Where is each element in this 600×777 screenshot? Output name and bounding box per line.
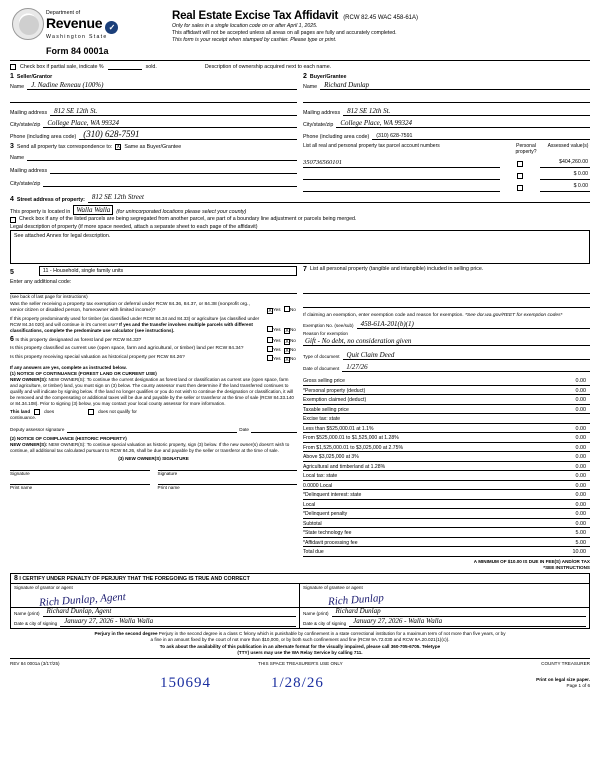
calc-row-value: 0.00 (575, 397, 586, 404)
see-instructions-note: *SEE INSTRUCTIONS (543, 564, 590, 570)
ownership-description-note: Description of ownership acquired next to each name. (204, 63, 332, 70)
buyer-heading: Buyer/Grantee (309, 74, 347, 80)
grantee-signature-text: Rich Dunlap (327, 591, 385, 608)
section-8-number: 8 (14, 574, 18, 582)
calc-row (303, 414, 590, 424)
calc-row (303, 386, 590, 396)
seller-name-label: Name (10, 84, 25, 90)
calc-row-label: Agricultural and timberland at 1.28% (303, 463, 386, 470)
deputy-assessor-label: Deputy assessor signature (10, 426, 65, 432)
grantee-name-label: Name (print) (303, 610, 329, 616)
section-3-number: 3 (10, 143, 14, 150)
tax-correspondence-label: Send all property tax correspondence to: (16, 143, 113, 150)
grantee-datecity-label: Date & city of signing (303, 620, 347, 626)
document-date-input[interactable]: 1/27/26 (342, 364, 590, 372)
grantor-datecity-label: Date & city of signing (14, 620, 58, 626)
exemption-reason-input[interactable]: Gift - No debt, no consideration given (303, 337, 590, 346)
seller-mailing-input[interactable]: 812 SE 12th St. (50, 108, 297, 116)
calc-row-value (586, 422, 590, 423)
new-owner-printname-label: Print name (10, 484, 33, 490)
washington-state-seal-icon (12, 8, 44, 40)
buyer-name-line2[interactable] (303, 94, 590, 103)
personal-property-and-calc-section (303, 266, 590, 571)
calc-row (303, 471, 590, 481)
grantor-datecity-input[interactable]: January 27, 2026 - Walla Walla (60, 619, 296, 627)
deputy-date-input[interactable] (251, 425, 297, 433)
personal-property-line2[interactable] (303, 299, 590, 308)
calc-row-value: 0.00 (575, 444, 586, 451)
form-header (10, 6, 590, 58)
grantor-signature-label: Signature of grantor or agent (14, 584, 73, 590)
header-note-1: Only for sales in a single location code on or after April 1, 2025. (172, 23, 318, 29)
compliance-title: (2) NOTICE OF COMPLIANCE (HISTORIC PROPERTY) (10, 435, 127, 441)
correspondence-mailing-input[interactable] (50, 166, 297, 174)
calc-row-value: 0.00 (575, 482, 586, 489)
calc-row-value: 5.00 (575, 530, 586, 537)
land-not-qualifies-checkbox[interactable] (88, 409, 94, 415)
assessed-value-cell: $404,260.00 (540, 159, 590, 168)
segregation-checkbox[interactable] (10, 217, 16, 223)
calc-row-label: *Personal property (deduct) (303, 387, 366, 394)
calc-row (303, 462, 590, 472)
table-row (303, 171, 590, 180)
perjury-line-2: a fine in an amount fixed by the court of not more than $10,000, or by both such confinement and fine (RCW 9A.72.030 and RCW 9A.20.021(1)(c)). (150, 636, 450, 642)
calc-row-label: From $525,000.01 to $1,525,000 at 1.28% (303, 435, 399, 442)
personal-property-checkbox[interactable] (500, 173, 540, 180)
parcel-table-section (303, 143, 590, 192)
tax-calculation-rows (303, 376, 590, 557)
partial-sale-sold-label: sold. (145, 63, 157, 70)
form-footer (10, 661, 590, 667)
parcel-number-input[interactable]: 350736560101 (303, 159, 500, 168)
classified-no-label: No (289, 327, 296, 333)
assessed-value-cell: $ 0.00 (540, 171, 590, 180)
new-owner-signature2-label: Signature (157, 470, 178, 476)
located-in-label: This property is located in (10, 208, 71, 215)
calc-row-value: 0.00 (575, 406, 586, 413)
grantee-datecity-input[interactable]: January 27, 2026 - Walla Walla (349, 619, 586, 627)
form-number: Form 84 0001a (46, 46, 109, 56)
calc-row (303, 509, 590, 519)
section-1-number: 1 (10, 73, 14, 80)
buyer-section (303, 73, 590, 140)
exemption-instruction: If claiming an exemption, enter exemption code and reason for exemption. *See dor.wa.gov/REET for exemption codes* (303, 312, 563, 318)
calc-row-value: 0.00 (575, 473, 586, 480)
revenue-logo-icon: ✓ (105, 21, 118, 34)
parcel-table-header-left: List all real and personal property tax parcel account numbers (303, 143, 440, 149)
title-rcw-ref: (RCW 82.45 WAC 458-61A) (343, 15, 418, 21)
calc-row-label: Above $3,025,000 at 3% (303, 454, 359, 461)
section-7-number: 7 (303, 265, 307, 273)
calc-row (303, 405, 590, 415)
additional-code-label: Enter any additional code: (10, 278, 72, 285)
classified-use-note: If this property predominantly used for timber (as classified under RCW 84.34 and 84.33) or agriculture (as classified under RCW 84.34 020) and will continue in it's current use? If yes and the transfer involves multiple parcels with different classifications, complete the predominate use calculator (see instructions). (10, 316, 260, 334)
seller-mailing-label: Mailing address (10, 110, 48, 116)
continuance-text: NEW OWNER(S): NEW OWNER(S): To continue the current designation as forest land or classification as current use (open space, farm and agriculture, or timber) land, you must sign on (3) below. The county assessor must then determine if the land transferred continues to qualify and will indicate by signing below. If the land no longer qualifies or you do not wish to continue the designation or classification, it will be removed and the compensating or additional taxes will be due and payable by the seller or transferor at the time of sale (RCW 84.33.140 or 84.34.108). Prior to signing (3) below, you may contact your local county assessor for more information. (10, 376, 294, 406)
correspondence-name-input[interactable] (27, 153, 297, 161)
located-in-note: (for unincorporated locations please select your county) (116, 208, 247, 215)
current-use-question: Is this property classified as current use (open space, farm and agricultural, or timber) land per RCW 84.34? (10, 345, 244, 351)
certification-section (10, 573, 590, 629)
does-label: does (44, 408, 55, 414)
calc-row-label: From $1,525,000.01 to $3,025,000 at 2.75% (303, 444, 403, 451)
seller-section (10, 73, 297, 140)
buyer-mailing-label: Mailing address (303, 110, 341, 116)
exemption-reason-label: Reason for exemption (303, 331, 348, 337)
buyer-phone-label: Phone (including area code) (303, 134, 370, 140)
calc-row (303, 376, 590, 386)
perjury-notice: Perjury in the second degree Perjury in the second degree is a class C felony which is punishable by confinement in a state correctional institution for a maximum term of not more than five years, or by a fine in an amount fixed by the court of not more than $10,000, or by both such confinement and fine (RCW 9A.72.030 and RCW 9A.20.021(1)(c)). To ask about the availability of this publication in an alternate format for the visually impaired, please call 360-705-6705. Teletype (TTY) users may use the WA Relay Service by calling 711. (10, 631, 590, 656)
minimum-due-note: A MINIMUM OF $10.00 IS DUE IN FEE(S) AND/OR TAX (473, 558, 590, 564)
seller-citystatezip-input[interactable]: College Place, WA 99324 (43, 120, 297, 128)
department-line: Department of (46, 10, 81, 16)
calc-row-label: Local (303, 501, 316, 508)
seller-citystatezip-label: City/state/zip (10, 122, 41, 128)
certification-heading: I CERTIFY UNDER PENALTY OF PERJURY THAT THE FOREGOING IS TRUE AND CORRECT (19, 575, 250, 582)
calc-row-value: 0.00 (575, 435, 586, 442)
calc-row-value: 0.00 (575, 378, 586, 385)
calc-row-label: *Affidavit processing fee (303, 539, 358, 546)
page-title: Real Estate Excise Tax Affidavit (172, 10, 339, 22)
land-qualifies-checkbox[interactable] (34, 409, 40, 415)
complete-as-instructed: If any answers are yes, complete as instructed below. (10, 364, 127, 370)
exemption-code-input[interactable]: 458-61A-201(b)(1) (357, 321, 590, 329)
historic-question: Is this property receiving special valuation as historical property per RCW 84.26? (10, 354, 185, 360)
accessibility-line-2: (TTY) users may use the WA Relay Service by calling 711. (237, 649, 363, 655)
deputy-date-label: Date (239, 426, 249, 432)
calc-row (303, 443, 590, 453)
section-4-number: 4 (10, 195, 14, 203)
seller-name-line2[interactable] (10, 94, 297, 103)
seller-phone-label: Phone (including area code) (10, 134, 77, 140)
calc-row-value: 0.00 (575, 387, 586, 394)
tax-correspondence-section (10, 143, 297, 192)
seller-phone-input[interactable]: (310) 628-7591 (79, 132, 297, 140)
legal-paper-note: Print on legal size paper. (536, 677, 590, 683)
buyer-phone-input[interactable]: (310) 628-7591 (372, 132, 590, 140)
treasurer-stamp-date: 1/28/26 (271, 674, 324, 691)
correspondence-mailing-label: Mailing address (10, 168, 48, 174)
calc-row-label: Less than $525,000.01 at 1.1% (303, 425, 374, 432)
use-code-section: 5 11 - Household, single family units Enter any additional code: (see back of last page for instructions) Was the seller receiving a property tax exemption or deferral under RCW 84.36, 84.37, or 84.38 (nonprofit org., senior citizen or disabled person, homeowner with limited income)? X Yes No If this property predominantly used for timber (as classified under RCW 84.34 and 84.33) or agriculture (as classified under RCW 84.34 020) and will continue in it's current use? If yes and the transfer involves multiple parcels with different classifications, complete the predominate use calculator (see instructions). Yes X No 6 Is this property designated as forest land per RCW 84.33? Yes X No Is this property classified as current use (open space, farm and agricultural, or timber) land per RCW 84.34? Yes X No Is this property receiving special valuation as historical property per RCW 84.26? Yes X No If any answers are yes, complete as instructed below. (1) NOTICE OF CONTINUANCE (FOREST LAND OR CURRENT USE) NEW OWNER(S): NEW OWNER(S): To continue the current designation as forest land or classification as current use (open space, farm and agriculture, or timber) land, you must sign on (3) below. The county assessor must then determine if the land transferred continues to qualify and will indicate by signing below. If the land no longer qualifies or you do not wish to continue the designation or classification, it will be removed and the compensating or additional taxes will be due and payable by the seller or transferor at the time of sale (RCW 84.33.140 or 84.34.108). Prior to signing (3) below, you may contact your local county assessor for more information. This land does does not qualify for continuance. Deputy assessor signature Date (2) NOTICE OF COMPLIANCE (HISTORIC PROPERTY) NEW OWNER(S): NEW OWNER(S): To continue special valuation as historic property, sign (3) below. If the new owner(s) doesn't wish to continue, all additional tax calculated pursuant to RCW 84.26, shall be due and payable by the seller or transferor at the time of sale. (3) NEW OWNER(S) SIGNATURE Signature Signature Print name Print name (10, 266, 297, 571)
additional-code-input[interactable] (10, 285, 297, 294)
washington-state-line: Washington State (46, 34, 108, 40)
table-row (303, 183, 590, 192)
same-as-buyer-label: Same as Buyer/Grantee (124, 143, 182, 150)
this-land-label: This land (10, 408, 31, 414)
new-owner-signature-label: Signature (10, 470, 30, 476)
personal-property-checkbox[interactable] (500, 185, 540, 192)
section-6-number: 6 (10, 336, 14, 344)
calc-row-value: 0.00 (575, 425, 586, 432)
exemption-code-label: Exemption No. (see/sub) (303, 323, 354, 329)
exemption-no-label: No (289, 307, 296, 313)
calc-row-label: Excise tax: state (303, 416, 341, 423)
revenue-wordmark: Revenue ✓ (46, 16, 166, 34)
buyer-name-input[interactable]: Richard Dunlap (320, 82, 590, 90)
parcel-table-header-assessed: Assessed value(s) (547, 143, 589, 149)
calc-row-label: *Delinquent interest: state (303, 492, 362, 499)
calc-row (303, 395, 590, 405)
document-date-label: Date of document (303, 366, 340, 372)
grantor-signature-input[interactable] (11, 592, 299, 608)
buyer-citystatezip-label: City/state/zip (303, 122, 334, 128)
grantor-name-input[interactable]: Richard Dunlap, Agent (43, 609, 296, 617)
exemption-yes-label: Yes (273, 307, 281, 313)
calc-row-label: Exemption claimed (deduct) (303, 397, 367, 404)
header-note-3: This form is your receipt when stamped by cashier. Please type or print. (172, 37, 337, 44)
calc-row-value: 0.00 (575, 520, 586, 527)
correspondence-name-label: Name (10, 155, 25, 161)
parcel-number-input[interactable] (303, 171, 500, 180)
revision-number: REV 84 0001a (3/17/25) (10, 660, 60, 666)
treasurer-stamp-number: 150694 (160, 674, 211, 691)
street-address-input[interactable]: 812 SE 12th Street (88, 195, 590, 203)
calc-row (303, 538, 590, 548)
grantee-name-input[interactable]: Richard Dunlap (332, 609, 586, 617)
calc-row-label: Taxable selling price (303, 406, 349, 413)
does-not-label: does not qualify for (98, 408, 137, 414)
calc-row-value: 0.00 (575, 492, 586, 499)
calc-row-label: Total due (303, 549, 324, 556)
county-treasurer-label: COUNTY TREASURER (541, 660, 590, 666)
forest-land-question: Is this property designated as forest land per RCW 84.33? (15, 338, 142, 344)
legal-description-note: Legal description of property (if more space needed, attach a separate sheet to each page of the affidavit) (10, 223, 258, 230)
land-use-code-select[interactable]: 11 - Household, single family units (39, 266, 297, 276)
calc-row (303, 528, 590, 538)
calc-row-value: 0.00 (575, 501, 586, 508)
calc-row (303, 481, 590, 491)
calc-row-value: 0.00 (575, 463, 586, 470)
page-number: Page 1 of 6 (566, 683, 590, 689)
grantee-signature-input[interactable] (300, 592, 589, 608)
calc-row-value: 5.00 (575, 539, 586, 546)
continuance-title: (1) NOTICE OF CONTINUANCE (FOREST LAND OR CURRENT USE) (10, 370, 157, 376)
calc-row-label: *Delinquent penalty (303, 511, 348, 518)
calc-row-label: Local tax: state (303, 473, 338, 480)
buyer-mailing-input[interactable]: 812 SE 12th St. (343, 108, 590, 116)
document-type-label: Type of document (303, 354, 340, 360)
legal-description-value: See attached Annex for legal description. (14, 232, 111, 239)
calc-row-value: 0.00 (575, 454, 586, 461)
document-type-input[interactable]: Quit Claim Deed (343, 352, 590, 360)
personal-property-checkbox[interactable] (500, 161, 540, 168)
perjury-line-1: Perjury in the second degree is a class C felony which is punishable by confinement in a state correctional institution for a maximum term of not more than five years, or by (158, 630, 506, 636)
treasurer-space-label: THIS SPACE TREASURER'S USE ONLY (258, 660, 343, 666)
seller-name-input[interactable]: J. Nadine Reneau (100%) (27, 82, 297, 90)
calc-row-label: Gross selling price (303, 378, 345, 385)
street-address-label: Street address of property: (16, 196, 85, 203)
correspondence-city-input[interactable] (43, 179, 297, 187)
header-note-2: This affidavit will not be accepted unless all areas on all pages are fully and accurately completed. (172, 30, 397, 37)
located-in-input[interactable]: Walla Walla (73, 205, 113, 215)
calc-row (303, 519, 590, 529)
segregation-label: Check box if any of the listed parcels are being segregated from another parcel, are part of a boundary line adjustment or parcels being merged. (19, 215, 357, 222)
grantor-signature-text: Rich Dunlap, Agent (38, 590, 127, 609)
personal-property-heading: List all personal property (tangible and intangible) included in selling price. (309, 265, 484, 272)
calc-row (303, 547, 590, 557)
calc-row (303, 500, 590, 510)
assessed-value-cell: $ 0.00 (540, 183, 590, 192)
calc-row (303, 424, 590, 434)
continuance-word: continuance. (10, 414, 37, 420)
table-row (303, 159, 590, 168)
deputy-assessor-signature-input[interactable] (67, 425, 237, 433)
parcel-table-header-personal: Personal property? (515, 143, 537, 156)
department-block (46, 10, 166, 56)
partial-sale-label: Check box if partial sale, indicate % (20, 63, 104, 70)
grantor-name-label: Name (print) (14, 610, 40, 616)
calc-row (303, 490, 590, 500)
calc-row (303, 433, 590, 443)
legal-description-box[interactable] (10, 230, 590, 264)
new-owner-signature-title: (3) NEW OWNER(S) SIGNATURE (118, 455, 189, 461)
property-address-section (10, 195, 590, 264)
calc-row-label: 0.0000 Local (303, 482, 333, 489)
calc-row-value: 10.00 (572, 549, 586, 556)
new-owner-printname2-label: Print name (157, 484, 180, 490)
section-2-number: 2 (303, 73, 307, 80)
calc-row (303, 452, 590, 462)
calc-row-label: *State technology fee (303, 530, 352, 537)
calc-row-value: 0.00 (575, 511, 586, 518)
personal-property-line1[interactable] (303, 285, 590, 294)
parcel-rows (303, 159, 590, 192)
classified-yes-label: Yes (273, 327, 281, 333)
buyer-citystatezip-input[interactable]: College Place, WA 99324 (336, 120, 590, 128)
correspondence-city-label: City/state/zip (10, 181, 41, 187)
partial-sale-checkbox[interactable] (10, 64, 16, 70)
calc-row-label: Subtotal (303, 520, 322, 527)
partial-sale-percent-input[interactable] (108, 63, 142, 70)
compliance-text: NEW OWNER(S): NEW OWNER(S): To continue special valuation as historic property, sign (3) below. If the new owner(s) doesn't wish to continue, all additional tax calculated pursuant to RCW 84.26, shall be due and payable by the seller or transferor at the time of sale. (10, 441, 290, 453)
buyer-name-label: Name (303, 84, 318, 90)
parcel-number-input[interactable] (303, 183, 500, 192)
section-5-number: 5 (10, 268, 14, 276)
same-as-buyer-checkbox[interactable] (115, 144, 121, 150)
seller-heading: Seller/Grantor (16, 74, 53, 80)
accessibility-line-1: To ask about the availability of this publication in an alternate format for the visually impaired, please call 360-705-6705. Teletype (159, 643, 441, 649)
additional-code-note: (see back of last page for instructions) (10, 293, 88, 299)
exemption-question: Was the seller receiving a property tax exemption or deferral under RCW 84.36, 84.37, or 84.38 (nonprofit org., senior citizen or disabled person, homeowner with limited income)? (10, 301, 250, 314)
grantee-signature-label: Signature of grantee or agent (303, 584, 363, 590)
